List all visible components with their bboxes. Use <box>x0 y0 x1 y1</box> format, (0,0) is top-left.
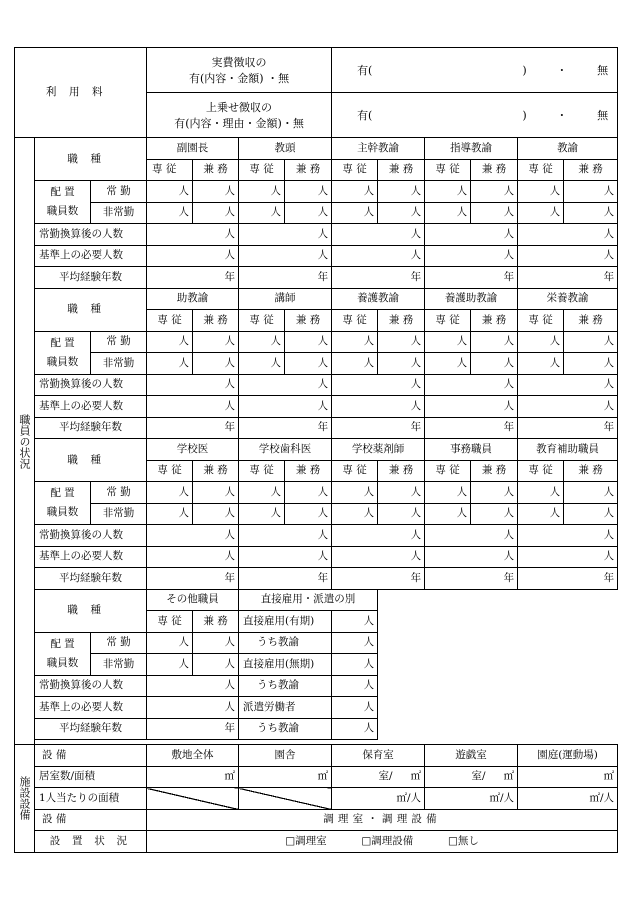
year-field[interactable]: 年 <box>147 267 239 289</box>
exclusive-label: 専 従 <box>518 310 564 332</box>
of-which-teacher-label: うち教諭 <box>239 675 332 697</box>
fulltime-label: 常 勤 <box>91 632 147 654</box>
fee-title: 利用料 <box>15 48 147 138</box>
count-field[interactable]: 人 <box>471 202 518 224</box>
job-name: 教諭 <box>518 138 618 160</box>
experience-label: 平均経験年数 <box>35 718 147 740</box>
disabled-cell <box>239 788 332 810</box>
exclusive-label: 専 従 <box>518 460 564 482</box>
additional-fee-value[interactable]: 有( ) ・ 無 <box>332 93 618 138</box>
year-field[interactable]: 年 <box>425 267 518 289</box>
kitchen-value: 調理室・調理設備 <box>147 809 618 831</box>
count-field[interactable]: 人 <box>147 396 239 418</box>
count-field[interactable]: 人 <box>147 374 239 396</box>
job-name: 副園長 <box>147 138 239 160</box>
count-field[interactable]: 人 <box>193 503 239 525</box>
parttime-label: 非常勤 <box>91 353 147 375</box>
year-field[interactable]: 年 <box>147 718 239 740</box>
job-name: 養護教諭 <box>332 288 425 310</box>
count-field[interactable]: 人 <box>239 482 285 504</box>
count-field[interactable]: 人 <box>285 181 332 203</box>
required-label: 基準上の必要人数 <box>35 396 147 418</box>
fulltime-label: 常 勤 <box>91 482 147 504</box>
none-checkbox[interactable]: □無し <box>447 834 479 847</box>
count-field[interactable]: 人 <box>193 202 239 224</box>
count-field[interactable]: 人 <box>193 181 239 203</box>
count-field[interactable]: 人 <box>332 181 378 203</box>
required-label: 基準上の必要人数 <box>35 546 147 568</box>
count-field[interactable]: 人 <box>518 482 564 504</box>
count-field[interactable]: 人 <box>518 181 564 203</box>
count-field[interactable]: 人 <box>471 482 518 504</box>
count-field[interactable]: 人 <box>471 353 518 375</box>
blank-area <box>378 589 618 745</box>
count-field[interactable]: 人 <box>332 224 425 246</box>
count-field[interactable]: 人 <box>425 482 471 504</box>
facility-column: 敷地全体 <box>147 745 239 767</box>
count-field[interactable]: 人 <box>193 632 239 654</box>
exclusive-label: 専 従 <box>147 611 193 633</box>
count-field[interactable]: 人 <box>332 482 378 504</box>
count-field[interactable]: 人 <box>332 654 378 676</box>
count-field[interactable]: 人 <box>378 353 425 375</box>
facility-column: 園庭(運動場) <box>518 745 618 767</box>
job-name: 講師 <box>239 288 332 310</box>
job-name: 学校薬剤師 <box>332 439 425 461</box>
count-field[interactable]: 人 <box>332 718 378 740</box>
dispatched-label: 派遣労働者 <box>239 697 332 719</box>
count-field[interactable]: 人 <box>564 202 618 224</box>
concurrent-label: 兼 務 <box>471 460 518 482</box>
rooms-area-label: 居室数/面積 <box>35 766 147 788</box>
concurrent-label: 兼 務 <box>285 460 332 482</box>
count-field[interactable]: 人 <box>193 654 239 676</box>
count-field[interactable]: 人 <box>193 353 239 375</box>
per-person-field[interactable]: ㎡/人 <box>518 788 618 810</box>
count-field[interactable]: 人 <box>425 202 471 224</box>
area-field[interactable]: ㎡ <box>147 766 239 788</box>
facility-section-title: 施設設備 <box>15 745 35 853</box>
concurrent-label: 兼 務 <box>285 159 332 181</box>
count-field[interactable]: 人 <box>425 224 518 246</box>
job-name: 指導教諭 <box>425 138 518 160</box>
count-field[interactable]: 人 <box>147 353 193 375</box>
count-field[interactable]: 人 <box>332 675 378 697</box>
count-field[interactable]: 人 <box>147 632 193 654</box>
kitchen-equipment-checkbox[interactable]: □調理設備 <box>361 834 414 847</box>
count-field[interactable]: 人 <box>285 331 332 353</box>
count-field[interactable]: 人 <box>425 396 518 418</box>
count-field[interactable]: 人 <box>425 525 518 547</box>
concurrent-label: 兼 務 <box>378 159 425 181</box>
count-field[interactable]: 人 <box>564 482 618 504</box>
count-field[interactable]: 人 <box>147 482 193 504</box>
count-field[interactable]: 人 <box>425 331 471 353</box>
count-field[interactable]: 人 <box>285 482 332 504</box>
concurrent-label: 兼 務 <box>193 310 239 332</box>
job-name: 助教諭 <box>147 288 239 310</box>
count-field[interactable]: 人 <box>518 245 618 267</box>
job-label: 職種 <box>35 288 147 331</box>
disabled-cell <box>147 788 239 810</box>
concurrent-label: 兼 務 <box>378 310 425 332</box>
per-person-label: 1人当たりの面積 <box>35 788 147 810</box>
count-field[interactable]: 人 <box>239 353 285 375</box>
converted-label: 常勤換算後の人数 <box>35 374 147 396</box>
count-field[interactable]: 人 <box>425 245 518 267</box>
converted-label: 常勤換算後の人数 <box>35 224 147 246</box>
count-field[interactable]: 人 <box>378 181 425 203</box>
job-name: 学校医 <box>147 439 239 461</box>
count-field[interactable]: 人 <box>378 202 425 224</box>
count-field[interactable]: 人 <box>425 503 471 525</box>
direct-fixed-label: 直接雇用(有期) <box>239 611 332 633</box>
count-field[interactable]: 人 <box>285 503 332 525</box>
year-field[interactable]: 年 <box>239 417 332 439</box>
job-name: 事務職員 <box>425 439 518 461</box>
count-field[interactable]: 人 <box>471 331 518 353</box>
fulltime-label: 常 勤 <box>91 331 147 353</box>
of-which-teacher-label: うち教諭 <box>239 632 332 654</box>
count-field[interactable]: 人 <box>518 546 618 568</box>
count-field[interactable]: 人 <box>332 697 378 719</box>
exclusive-label: 専 従 <box>518 159 564 181</box>
count-field[interactable]: 人 <box>285 202 332 224</box>
year-field[interactable]: 年 <box>239 568 332 590</box>
count-field[interactable]: 人 <box>147 181 193 203</box>
converted-label: 常勤換算後の人数 <box>35 525 147 547</box>
equipment-label: 設 備 <box>35 745 147 767</box>
exclusive-label: 専 従 <box>332 159 378 181</box>
year-field[interactable]: 年 <box>332 267 425 289</box>
facility-column: 園舎 <box>239 745 332 767</box>
count-field[interactable]: 人 <box>378 482 425 504</box>
exclusive-label: 専 従 <box>147 310 193 332</box>
year-field[interactable]: 年 <box>518 267 618 289</box>
count-field[interactable]: 人 <box>332 611 378 633</box>
rooms-area-field[interactable]: 室/ ㎡ <box>332 766 425 788</box>
count-field[interactable]: 人 <box>332 525 425 547</box>
job-name: 主幹教諭 <box>332 138 425 160</box>
count-field[interactable]: 人 <box>147 697 239 719</box>
year-field[interactable]: 年 <box>332 568 425 590</box>
count-field[interactable]: 人 <box>239 181 285 203</box>
job-name: 栄養教諭 <box>518 288 618 310</box>
count-field[interactable]: 人 <box>425 353 471 375</box>
staff-section-title: 職員の状況 <box>15 138 35 745</box>
placement-label: 配 置 職員数 <box>35 482 91 525</box>
concurrent-label: 兼 務 <box>564 460 618 482</box>
facility-column: 保育室 <box>332 745 425 767</box>
count-field[interactable]: 人 <box>518 525 618 547</box>
count-field[interactable]: 人 <box>332 503 378 525</box>
exclusive-label: 専 従 <box>239 159 285 181</box>
count-field[interactable]: 人 <box>239 224 332 246</box>
count-field[interactable]: 人 <box>471 181 518 203</box>
count-field[interactable]: 人 <box>564 353 618 375</box>
rooms-area-field[interactable]: 室/ ㎡ <box>425 766 518 788</box>
job-label: 職種 <box>35 439 147 482</box>
count-field[interactable]: 人 <box>193 482 239 504</box>
exclusive-label: 専 従 <box>425 460 471 482</box>
year-field[interactable]: 年 <box>425 417 518 439</box>
direct-indefinite-label: 直接雇用(無期) <box>239 654 332 676</box>
count-field[interactable]: 人 <box>518 224 618 246</box>
exclusive-label: 専 従 <box>239 460 285 482</box>
count-field[interactable]: 人 <box>332 331 378 353</box>
additional-fee-label: 上乗せ徴収の 有(内容・理由・金額)・無 <box>147 93 332 138</box>
concurrent-label: 兼 務 <box>564 159 618 181</box>
concurrent-label: 兼 務 <box>471 159 518 181</box>
count-field[interactable]: 人 <box>147 525 239 547</box>
facility-column: 遊戯室 <box>425 745 518 767</box>
count-field[interactable]: 人 <box>147 331 193 353</box>
parttime-label: 非常勤 <box>91 654 147 676</box>
employment-type-title: 直接雇用・派遣の別 <box>239 589 378 611</box>
job-name: 養護助教諭 <box>425 288 518 310</box>
count-field[interactable]: 人 <box>147 546 239 568</box>
count-field[interactable]: 人 <box>239 503 285 525</box>
count-field[interactable]: 人 <box>239 245 332 267</box>
count-field[interactable]: 人 <box>193 331 239 353</box>
area-field[interactable]: ㎡ <box>239 766 332 788</box>
exclusive-label: 専 従 <box>425 310 471 332</box>
exclusive-label: 専 従 <box>147 159 193 181</box>
exclusive-label: 専 従 <box>332 460 378 482</box>
count-field[interactable]: 人 <box>425 374 518 396</box>
count-field[interactable]: 人 <box>378 331 425 353</box>
actual-cost-value[interactable]: 有( ) ・ 無 <box>332 48 618 93</box>
experience-label: 平均経験年数 <box>35 267 147 289</box>
job-label: 職種 <box>35 138 147 181</box>
parttime-label: 非常勤 <box>91 202 147 224</box>
count-field[interactable]: 人 <box>147 503 193 525</box>
count-field[interactable]: 人 <box>239 546 332 568</box>
count-field[interactable]: 人 <box>332 202 378 224</box>
count-field[interactable]: 人 <box>239 396 332 418</box>
count-field[interactable]: 人 <box>332 546 425 568</box>
per-person-field[interactable]: ㎡/人 <box>425 788 518 810</box>
count-field[interactable]: 人 <box>518 396 618 418</box>
concurrent-label: 兼 務 <box>193 159 239 181</box>
area-field[interactable]: ㎡ <box>518 766 618 788</box>
count-field[interactable]: 人 <box>332 245 425 267</box>
experience-label: 平均経験年数 <box>35 568 147 590</box>
concurrent-label: 兼 務 <box>193 460 239 482</box>
parttime-label: 非常勤 <box>91 503 147 525</box>
count-field[interactable]: 人 <box>564 503 618 525</box>
kitchen-room-checkbox[interactable]: □調理室 <box>285 834 327 847</box>
exclusive-label: 専 従 <box>332 310 378 332</box>
placement-label: 配 置 職員数 <box>35 331 91 374</box>
job-name-other: その他職員 <box>147 589 239 611</box>
year-field[interactable]: 年 <box>239 267 332 289</box>
count-field[interactable]: 人 <box>147 224 239 246</box>
placement-label: 配 置 職員数 <box>35 181 91 224</box>
concurrent-label: 兼 務 <box>471 310 518 332</box>
count-field[interactable]: 人 <box>239 374 332 396</box>
application-form-table <box>14 47 618 853</box>
count-field[interactable]: 人 <box>471 503 518 525</box>
year-field[interactable]: 年 <box>147 417 239 439</box>
install-status-label: 設 置 状 況 <box>35 831 147 853</box>
year-field[interactable]: 年 <box>332 417 425 439</box>
count-field[interactable]: 人 <box>378 503 425 525</box>
of-which-teacher-label: うち教諭 <box>239 718 332 740</box>
count-field[interactable]: 人 <box>332 374 425 396</box>
count-field[interactable]: 人 <box>147 245 239 267</box>
concurrent-label: 兼 務 <box>564 310 618 332</box>
job-name: 教頭 <box>239 138 332 160</box>
kitchen-equipment-label: 設 備 <box>35 809 147 831</box>
count-field[interactable]: 人 <box>332 632 378 654</box>
year-field[interactable]: 年 <box>147 568 239 590</box>
exclusive-label: 専 従 <box>239 310 285 332</box>
count-field[interactable]: 人 <box>332 396 425 418</box>
job-name: 教育補助職員 <box>518 439 618 461</box>
required-label: 基準上の必要人数 <box>35 245 147 267</box>
year-field[interactable]: 年 <box>518 417 618 439</box>
count-field[interactable]: 人 <box>518 374 618 396</box>
count-field[interactable]: 人 <box>564 331 618 353</box>
count-field[interactable]: 人 <box>518 503 564 525</box>
year-field[interactable]: 年 <box>518 568 618 590</box>
placement-label: 配 置 職員数 <box>35 632 91 675</box>
count-field[interactable]: 人 <box>425 181 471 203</box>
count-field[interactable]: 人 <box>285 353 332 375</box>
count-field[interactable]: 人 <box>239 202 285 224</box>
count-field[interactable]: 人 <box>147 675 239 697</box>
fulltime-label: 常 勤 <box>91 181 147 203</box>
experience-label: 平均経験年数 <box>35 417 147 439</box>
per-person-field[interactable]: ㎡/人 <box>332 788 425 810</box>
exclusive-label: 専 従 <box>425 159 471 181</box>
count-field[interactable]: 人 <box>147 202 193 224</box>
count-field[interactable]: 人 <box>564 181 618 203</box>
exclusive-label: 専 従 <box>147 460 193 482</box>
count-field[interactable]: 人 <box>147 654 193 676</box>
install-status-options <box>147 831 618 853</box>
concurrent-label: 兼 務 <box>285 310 332 332</box>
required-label: 基準上の必要人数 <box>35 697 147 719</box>
year-field[interactable]: 年 <box>425 568 518 590</box>
job-label: 職種 <box>35 589 147 632</box>
count-field[interactable]: 人 <box>518 353 564 375</box>
job-name: 学校歯科医 <box>239 439 332 461</box>
count-field[interactable]: 人 <box>239 331 285 353</box>
concurrent-label: 兼 務 <box>193 611 239 633</box>
converted-label: 常勤換算後の人数 <box>35 675 147 697</box>
actual-cost-label: 実費徴収の 有(内容・金額) ・無 <box>147 48 332 93</box>
count-field[interactable]: 人 <box>332 353 378 375</box>
count-field[interactable]: 人 <box>518 202 564 224</box>
count-field[interactable]: 人 <box>425 546 518 568</box>
count-field[interactable]: 人 <box>518 331 564 353</box>
concurrent-label: 兼 務 <box>378 460 425 482</box>
count-field[interactable]: 人 <box>239 525 332 547</box>
